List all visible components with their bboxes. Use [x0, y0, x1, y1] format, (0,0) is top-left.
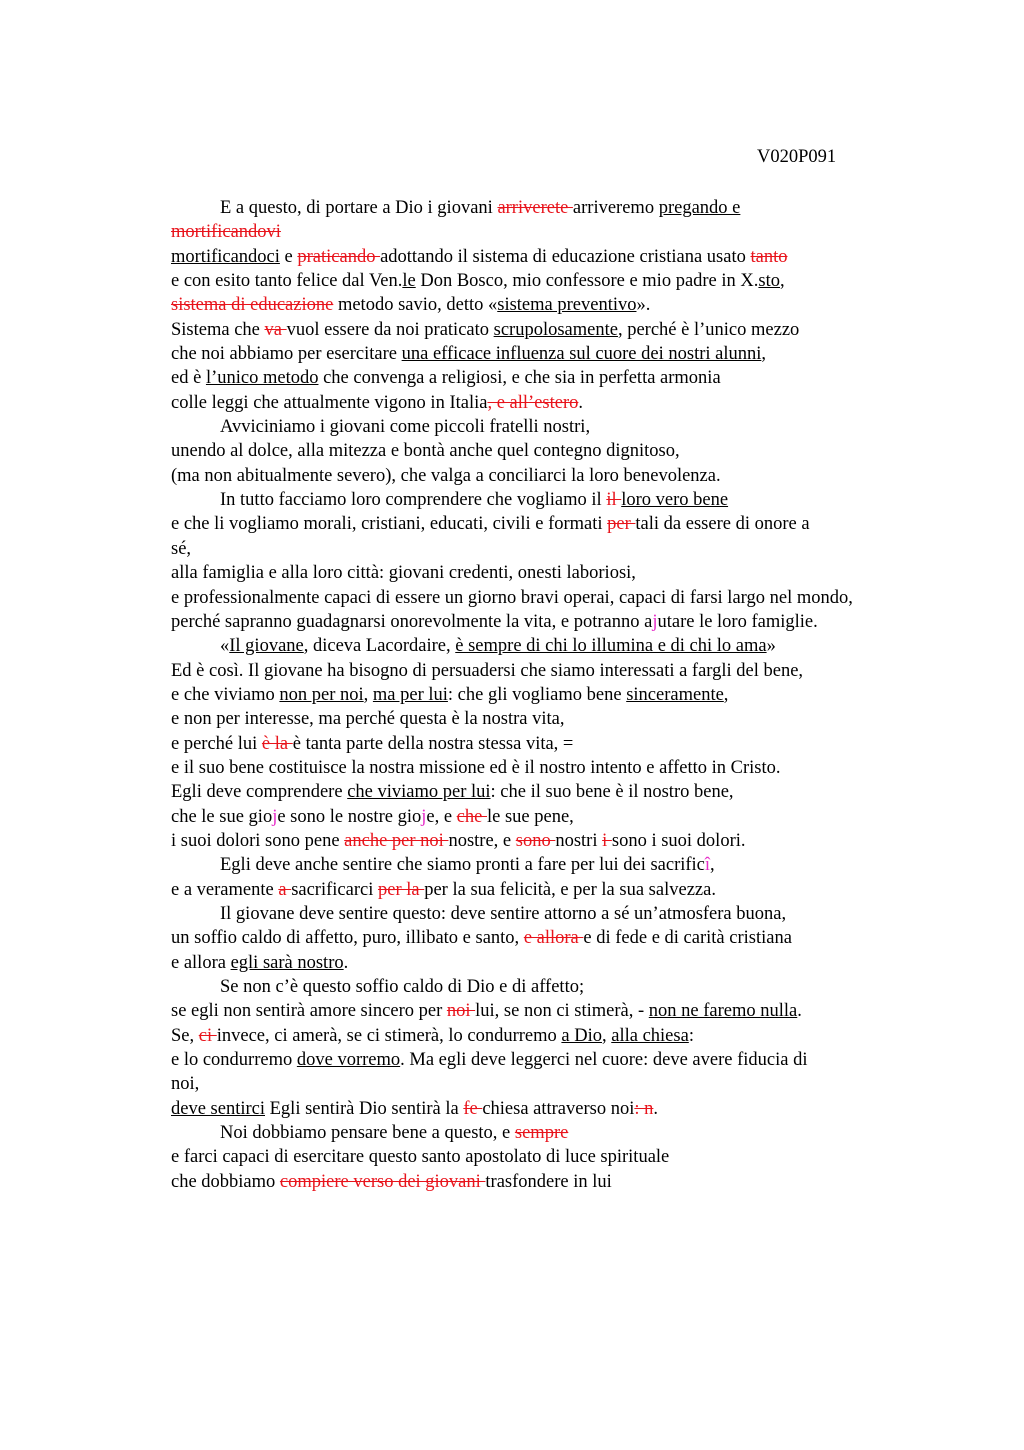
text-segment: e perché lui — [171, 733, 262, 754]
text-segment: Sistema che — [171, 319, 265, 340]
text-line — [171, 366, 951, 390]
text-segment: sono i suoi dolori. — [611, 830, 746, 851]
text-line — [171, 659, 951, 683]
text-segment: per la sua felicità, e per la sua salvezza. — [424, 879, 716, 900]
text-segment: : — [688, 1025, 694, 1046]
text-segment: (ma non abitualmente severo), che valga a conciliarci la loro benevolenza. — [171, 465, 721, 486]
underlined-text: dove vorremo — [296, 1050, 401, 1071]
text-segment: . — [343, 952, 349, 973]
inserted-letter: j — [421, 806, 427, 827]
deleted-text: : n — [634, 1098, 654, 1119]
deleted-text: sistema di educazione — [171, 295, 334, 316]
text-segment: che dobbiamo — [171, 1171, 280, 1192]
text-line — [171, 1097, 951, 1121]
text-segment: lui, se non ci stimerà, - — [475, 1001, 649, 1022]
underlined-text: mortificandoci — [171, 246, 280, 267]
text-segment: nostri — [555, 830, 603, 851]
text-segment: , perché è l’unico mezzo — [617, 319, 800, 340]
underlined-text: egli sarà nostro — [230, 952, 344, 973]
text-line — [171, 999, 951, 1023]
text-line — [171, 1121, 951, 1145]
deleted-text: tanto — [750, 246, 788, 267]
text-line — [171, 561, 951, 585]
text-line — [171, 415, 951, 439]
text-line — [171, 805, 951, 829]
underlined-text: alla chiesa — [611, 1025, 689, 1046]
text-line — [171, 512, 951, 536]
text-line — [171, 196, 951, 220]
text-segment: chiesa attraverso noi — [482, 1098, 635, 1119]
deleted-text: , e all’estero — [487, 392, 579, 413]
text-segment: nostre, e — [448, 830, 516, 851]
text-segment: . — [797, 1001, 802, 1022]
text-segment: e sono le nostre gio — [277, 806, 422, 827]
text-segment: , — [602, 1025, 612, 1046]
deleted-text: ci — [198, 1025, 217, 1046]
text-segment: i suoi dolori sono pene — [171, 830, 345, 851]
text-segment: Don Bosco, mio confessore e mio padre in X. — [415, 271, 759, 292]
text-line — [171, 245, 951, 269]
text-line — [171, 391, 951, 415]
text-segment: metodo savio, detto « — [333, 295, 498, 316]
text-line — [171, 829, 951, 853]
text-line — [171, 707, 951, 731]
deleted-text: è la — [261, 733, 293, 754]
inserted-letter: î — [704, 855, 711, 876]
text-line — [171, 926, 951, 950]
underlined-text: le — [402, 271, 416, 292]
text-segment: arriveremo — [572, 198, 659, 218]
text-segment: e professionalmente capaci di essere un giorno bravi operai, capaci di farsi largo nel mondo, — [171, 587, 853, 608]
text-segment: invece, ci amerà, se ci stimerà, lo condurremo — [216, 1025, 562, 1046]
text-segment: alla famiglia e alla loro città: giovani credenti, onesti laboriosi, — [171, 563, 636, 584]
text-segment: Il giovane deve sentire questo: deve sentire attorno a sé un’atmosfera buona, — [220, 903, 787, 924]
text-line — [171, 683, 951, 707]
text-segment: perché sapranno guadagnarsi onorevolmente la vita, e potranno a — [171, 611, 653, 632]
text-segment: unendo al dolce, alla mitezza e bontà anche quel contegno dignitoso, — [171, 441, 680, 462]
text-segment: che noi abbiamo per esercitare — [171, 344, 402, 365]
text-segment: colle leggi che attualmente vigono in Italia — [171, 392, 488, 413]
text-segment: Avviciniamo i giovani come piccoli fratelli nostri, — [220, 417, 591, 438]
text-line — [171, 853, 951, 877]
text-line — [171, 1024, 951, 1048]
text-line — [171, 318, 951, 342]
text-line — [171, 1145, 951, 1169]
text-line — [171, 342, 951, 366]
text-segment: . — [653, 1098, 658, 1119]
text-segment: le sue pene, — [486, 806, 574, 827]
text-segment: Noi dobbiamo pensare bene a questo, e — [220, 1123, 515, 1144]
text-segment: , — [723, 684, 729, 705]
text-line — [171, 1170, 951, 1194]
text-line — [171, 439, 951, 463]
deleted-text: che — [456, 806, 487, 827]
text-segment: Ed è così. Il giovane ha bisogno di persuadersi che siamo interessati a fargli del bene, — [171, 660, 804, 681]
text-segment: Egli deve anche sentire che siamo pronti a fare per lui dei sacrific — [220, 855, 705, 876]
text-segment: sé, — [171, 538, 192, 559]
underlined-text: sinceramente — [626, 684, 724, 705]
text-line — [171, 732, 951, 756]
underlined-text: Il giovane — [229, 636, 304, 657]
underlined-text: pregando e — [658, 198, 741, 218]
deleted-text: sempre — [514, 1123, 569, 1144]
deleted-text: arriverete — [497, 198, 573, 218]
text-segment: e con esito tanto felice dal Ven. — [171, 271, 403, 292]
text-segment: ». — [636, 295, 651, 316]
underlined-text: a Dio — [561, 1025, 602, 1046]
text-line — [171, 902, 951, 926]
text-line — [171, 634, 951, 658]
deleted-text: praticando — [297, 246, 381, 267]
underlined-text: che viviamo per lui — [347, 782, 491, 803]
deleted-text: a — [278, 879, 292, 900]
text-segment: è tanta parte della nostra stessa vita, = — [292, 733, 574, 754]
deleted-text: noi — [446, 1001, 476, 1022]
inserted-letter: j — [652, 611, 658, 632]
text-segment: noi, — [171, 1074, 200, 1095]
text-segment: , — [761, 344, 766, 365]
text-segment: Egli deve comprendere — [171, 782, 348, 803]
text-segment: e farci capaci di esercitare questo santo apostolato di luce spirituale — [171, 1147, 670, 1168]
text-segment: e allora — [171, 952, 231, 973]
underlined-text: sto — [758, 271, 780, 292]
text-segment: tali da essere di onore a — [635, 514, 810, 535]
document-body — [171, 196, 951, 1194]
text-line — [171, 586, 951, 610]
underlined-text: una efficace influenza sul cuore dei nostri alunni — [401, 344, 762, 365]
text-segment: . Ma egli deve leggerci nel cuore: deve avere fiducia di — [400, 1050, 808, 1071]
underlined-text: ma per lui — [372, 684, 448, 705]
text-line — [171, 269, 951, 293]
text-segment: e che li vogliamo morali, cristiani, educati, civili e formati — [171, 514, 608, 535]
inserted-letter: j — [272, 806, 278, 827]
text-segment: » — [766, 636, 776, 657]
text-segment: e che viviamo — [171, 684, 280, 705]
text-segment: Egli sentirà Dio sentirà la — [265, 1098, 464, 1119]
text-segment: « — [220, 636, 230, 657]
deleted-text: per la — [377, 879, 425, 900]
deleted-text: i — [602, 830, 612, 851]
deleted-text: sono — [515, 830, 556, 851]
text-segment: e il suo bene costituisce la nostra missione ed è il nostro intento e affetto in Cristo. — [171, 757, 781, 778]
deleted-text: compiere verso dei giovani — [279, 1171, 486, 1192]
deleted-text: il — [606, 490, 622, 511]
text-segment: un soffio caldo di affetto, puro, illibato e santo, — [171, 928, 524, 949]
deleted-text: va — [264, 319, 287, 340]
text-line — [171, 610, 951, 634]
text-segment: se egli non sentirà amore sincero per — [171, 1001, 447, 1022]
underlined-text: scrupolosamente — [493, 319, 618, 340]
text-segment: che le sue gio — [171, 806, 273, 827]
text-segment: adottando il sistema di educazione cristiana usato — [380, 246, 751, 267]
text-line — [171, 220, 951, 244]
text-segment: vuol essere da noi praticato — [286, 319, 494, 340]
text-line — [171, 293, 951, 317]
text-segment: , — [363, 684, 373, 705]
text-line — [171, 756, 951, 780]
text-segment: e a veramente — [171, 879, 279, 900]
text-segment: : che gli vogliamo bene — [447, 684, 627, 705]
text-segment: . — [578, 392, 583, 413]
underlined-text: loro vero bene — [621, 490, 729, 511]
text-line — [171, 1048, 951, 1072]
deleted-text: per — [607, 514, 636, 535]
text-segment: Se, — [171, 1025, 199, 1046]
text-segment: In tutto facciamo loro comprendere che vogliamo il — [220, 490, 607, 511]
text-segment: , diceva Lacordaire, — [303, 636, 456, 657]
deleted-text: fe — [463, 1098, 483, 1119]
underlined-text: non per noi — [279, 684, 364, 705]
text-segment: e, e — [426, 806, 457, 827]
underlined-text: sistema preventivo — [497, 295, 637, 316]
text-segment: Se non c’è questo soffio caldo di Dio e di affetto; — [220, 977, 585, 997]
text-line — [171, 780, 951, 804]
text-segment: e non per interesse, ma perché questa è la nostra vita, — [171, 709, 565, 730]
text-segment: sacrificarci — [291, 879, 378, 900]
text-segment: e — [279, 246, 298, 267]
text-line — [171, 951, 951, 975]
underlined-text: deve sentirci — [171, 1098, 265, 1119]
underlined-text: non ne faremo nulla — [648, 1001, 798, 1022]
text-segment: utare le loro famiglie. — [657, 611, 818, 632]
text-line — [171, 878, 951, 902]
text-line — [171, 488, 951, 512]
text-line — [171, 537, 951, 561]
deleted-text: mortificandovi — [171, 222, 281, 243]
underlined-text: è sempre di chi lo illumina e di chi lo ama — [455, 636, 767, 657]
text-segment: , — [780, 271, 785, 292]
text-segment: , — [710, 855, 715, 876]
text-segment: che convenga a religiosi, e che sia in perfetta armonia — [318, 368, 721, 389]
text-segment: trasfondere in lui — [485, 1171, 612, 1192]
text-segment: ed è — [171, 368, 206, 389]
text-segment: : che il suo bene è il nostro bene, — [490, 782, 734, 803]
deleted-text: anche per noi — [344, 830, 449, 851]
text-segment: e lo condurremo — [171, 1050, 297, 1071]
text-line — [171, 464, 951, 488]
text-line — [171, 1072, 951, 1096]
text-segment: E a questo, di portare a Dio i giovani — [220, 198, 498, 218]
text-segment: e di fede e di carità cristiana — [583, 928, 792, 949]
page-identifier: V020P091 — [757, 147, 837, 167]
text-line — [171, 975, 951, 999]
deleted-text: e allora — [523, 928, 584, 949]
underlined-text: l’unico metodo — [205, 368, 319, 389]
